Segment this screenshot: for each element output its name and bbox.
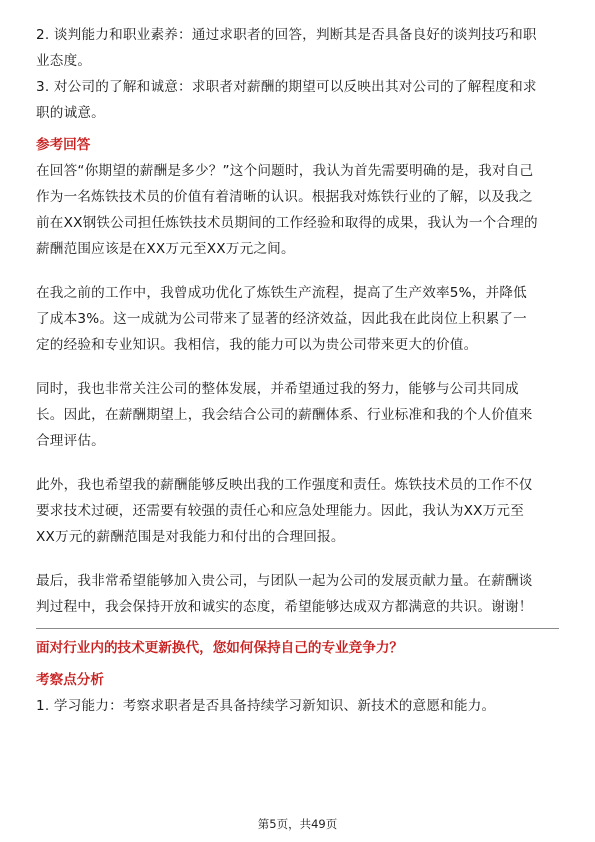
list-item-3-line-2: 职的诚意。 (36, 105, 105, 121)
answer-paragraph-1 (36, 158, 559, 262)
reference-answer-heading: 参考回答 (36, 137, 91, 153)
answer-paragraph-5 (36, 568, 559, 620)
paragraph-line: 判过程中，我会保持开放和诚实的态度，希望能够达成双方都满意的共识。谢谢！ (36, 599, 533, 615)
answer-paragraph-3 (36, 376, 559, 454)
paragraph-line: 定的经验和专业知识。我相信，我的能力可以为贵公司带来更大的价值。 (36, 337, 478, 353)
paragraph-line: 前在XX钢铁公司担任炼铁技术员期间的工作经验和取得的成果，我认为一个合理的 (36, 215, 538, 231)
paragraph-line: XX万元的薪酬范围是对我能力和付出的合理回报。 (36, 529, 345, 545)
list-item-3-line-1: 3. 对公司的了解和诚意：求职者对薪酬的期望可以反映出其对公司的了解程度和求 (36, 79, 537, 95)
paragraph-line: 要求技术过硬，还需要有较强的责任心和应急处理能力。因此，我认为XX万元至 (36, 503, 525, 519)
paragraph-line: 了成本3%。这一成就为公司带来了显著的经济效益，因此我在此岗位上积累了一 (36, 311, 527, 327)
analysis-heading: 考察点分析 (36, 672, 104, 688)
answer-paragraph-2 (36, 280, 559, 358)
paragraph-line: 合理评估。 (36, 433, 105, 449)
analysis-item-1: 1. 学习能力：考察求职者是否具备持续学习新知识、新技术的意愿和能力。 (36, 698, 496, 714)
paragraph-line: 最后，我非常希望能够加入贵公司，与团队一起为公司的发展贡献力量。在薪酬谈 (36, 573, 533, 589)
paragraph-line: 在回答“你期望的薪酬是多少？”这个问题时，我认为首先需要明确的是，我对自己 (36, 163, 534, 179)
paragraph-line: 在我之前的工作中，我曾成功优化了炼铁生产流程，提高了生产效率5%，并降低 (36, 285, 527, 301)
list-item-2-line-2: 业态度。 (36, 53, 92, 69)
answer-paragraph-4 (36, 472, 559, 550)
paragraph-line: 长。因此，在薪酬期望上，我会结合公司的薪酬体系、行业标准和我的个人价值来 (36, 407, 533, 423)
list-item-2-line-1: 2. 谈判能力和职业素养：通过求职者的回答，判断其是否具备良好的谈判技巧和职 (36, 27, 537, 43)
paragraph-line: 同时，我也非常关注公司的整体发展，并希望通过我的努力，能够与公司共同成 (36, 381, 519, 397)
paragraph-line: 作为一名炼铁技术员的价值有着清晰的认识。根据我对炼铁行业的了解，以及我之 (36, 189, 533, 205)
page-number: 第5页，共49页 (257, 817, 338, 831)
question-title: 面对行业内的技术更新换代，您如何保持自己的专业竞争力？ (36, 640, 404, 656)
paragraph-line: 薪酬范围应该是在XX万元至XX万元之间。 (36, 241, 295, 257)
paragraph-line: 此外，我也希望我的薪酬能够反映出我的工作强度和责任。炼铁技术员的工作不仅 (36, 477, 533, 493)
page-content (36, 22, 559, 719)
section-divider (36, 628, 559, 629)
